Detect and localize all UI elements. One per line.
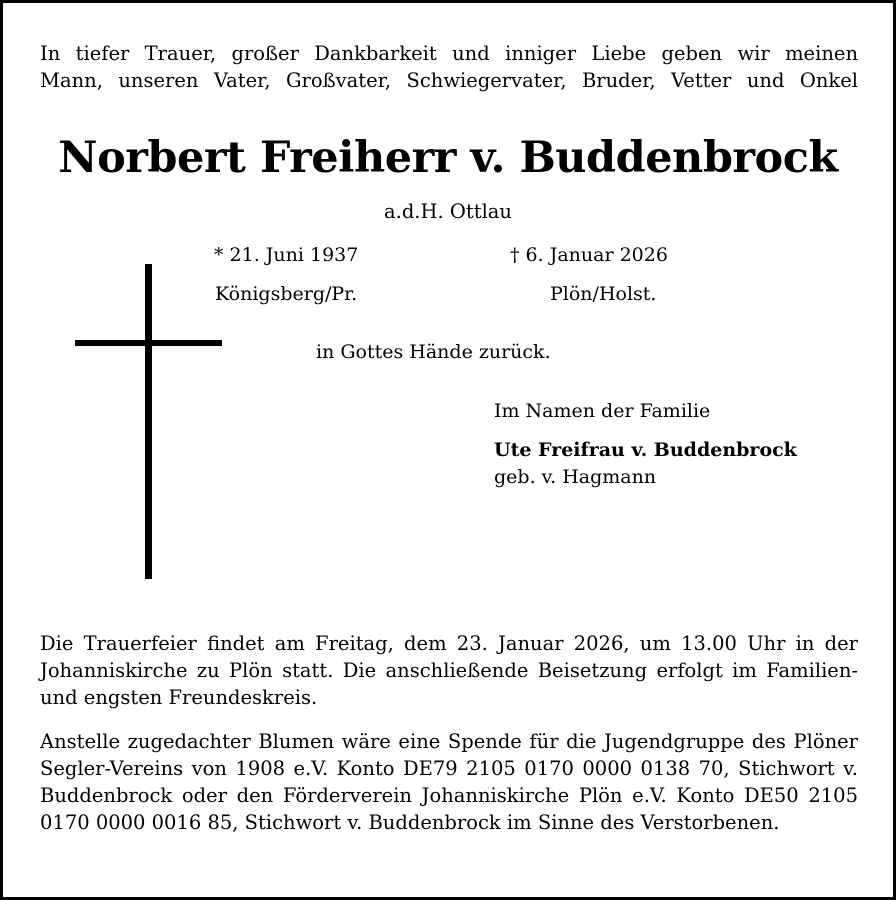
birth-date: * 21. Juni 1937 bbox=[214, 244, 359, 266]
donation-paragraph: Anstelle zugedachter Blumen wäre eine Spende für die Jugendgruppe des Plöner Segler-Vereins von 1908 e.V. Konto DE79 2105 0170 0000 0138 70, Stichwort v. Buddenbrock oder den Förderverein Johanniskirche Plön e.V. Konto DE50 2105 0170 0000 0016 85, Stichwort v. Buddenbrock im Sinne des Verstorbenen. bbox=[40, 730, 858, 834]
death-date: † 6. Januar 2026 bbox=[510, 244, 668, 266]
house-of-origin: a.d.H. Ottlau bbox=[384, 200, 512, 223]
cross-vertical-bar bbox=[145, 264, 152, 579]
intro-line-1: In tiefer Trauer, großer Dankbarkeit und inniger Liebe geben wir meinen bbox=[40, 42, 858, 65]
signature-intro: Im Namen der Familie bbox=[494, 400, 711, 422]
intro-line-2: Mann, unseren Vater, Großvater, Schwiegervater, Bruder, Vetter und Onkel bbox=[40, 69, 858, 92]
deceased-name: Norbert Freiherr v. Buddenbrock bbox=[58, 133, 838, 183]
signature-maiden-name: geb. v. Hagmann bbox=[494, 466, 657, 488]
birth-place: Königsberg/Pr. bbox=[215, 283, 358, 305]
funeral-paragraph: Die Trauerfeier findet am Freitag, dem 23. Januar 2026, um 13.00 Uhr in der Johanniskirche zu Plön statt. Die anschließende Beisetzung erfolgt im Familien- und engsten Freundeskreis. bbox=[40, 632, 858, 709]
signature-name: Ute Freifrau v. Buddenbrock bbox=[494, 439, 797, 461]
cross-horizontal-bar bbox=[75, 340, 222, 346]
intro-text bbox=[40, 40, 858, 94]
gods-hands-text: in Gottes Hände zurück. bbox=[316, 341, 551, 363]
death-place: Plön/Holst. bbox=[550, 283, 657, 305]
